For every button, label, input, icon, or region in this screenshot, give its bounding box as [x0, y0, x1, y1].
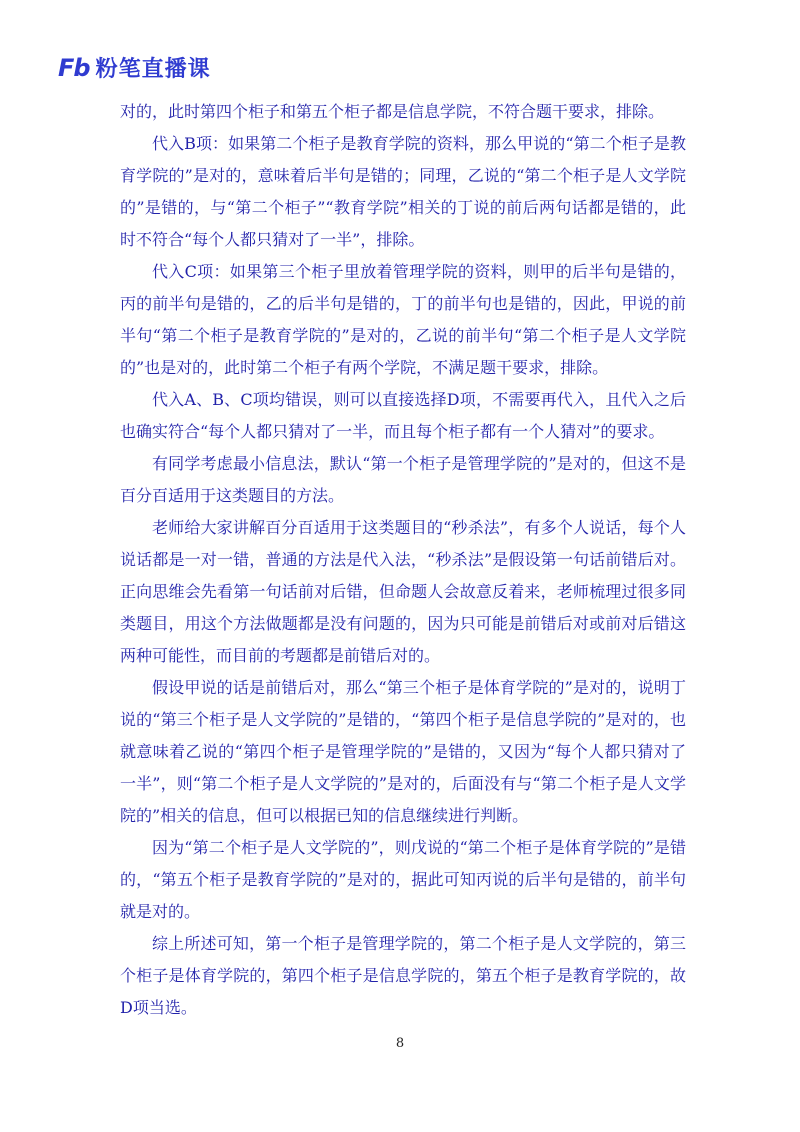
- paragraph: 对的，此时第四个柜子和第五个柜子都是信息学院，不符合题干要求，排除。: [120, 102, 665, 121]
- document-body: [120, 96, 686, 1024]
- paragraph: 老师给大家讲解百分百适用于这类题目的“秒杀法”，有多个人说话，每个人说话都是一对一错，普通的方法是代入法，“秒杀法”是假设第一句话前错后对。正向思维会先看第一句话前对后错，但命题人会故意反着来，老师梳理过很多同类题目，用这个方法做题都是没有问题的，因为只可能是前错后对或前对后错这两种可能性，而目前的考题都是前错后对的。: [120, 518, 686, 665]
- brand-logo: [58, 52, 211, 83]
- logo-text: 粉笔直播课: [95, 57, 211, 82]
- page-number: 8: [395, 1036, 405, 1051]
- paragraph: 代入B项：如果第二个柜子是教育学院的资料，那么甲说的“第二个柜子是教育学院的”是对的，意味着后半句是错的；同理，乙说的“第二个柜子是人文学院的”是错的，与“第二个柜子”“教育学院”相关的丁说的前后两句话都是错的，此时不符合“每个人都只猜对了一半”，排除。: [120, 134, 686, 249]
- paragraph: 因为“第二个柜子是人文学院的”，则戊说的“第二个柜子是体育学院的”是错的，“第五个柜子是教育学院的”是对的，据此可知丙说的后半句是错的，前半句就是对的。: [120, 838, 686, 921]
- paragraph: 有同学考虑最小信息法，默认“第一个柜子是管理学院的”是对的，但这不是百分百适用于这类题目的方法。: [120, 454, 686, 505]
- paragraph: 代入A、B、C项均错误，则可以直接选择D项，不需要再代入，且代入之后也确实符合“每个人都只猜对了一半，而且每个柜子都有一个人猜对”的要求。: [120, 390, 686, 441]
- paragraph: 假设甲说的话是前错后对，那么“第三个柜子是体育学院的”是对的，说明丁说的“第三个柜子是人文学院的”是错的，“第四个柜子是信息学院的”是对的，也就意味着乙说的“第四个柜子是管理学院的”是错的，又因为“每个人都只猜对了一半”，则“第二个柜子是人文学院的”是对的，后面没有与“第二个柜子是人文学院的”相关的信息，但可以根据已知的信息继续进行判断。: [120, 678, 686, 825]
- logo-mark: Fb: [58, 53, 90, 82]
- paragraph: 代入C项：如果第三个柜子里放着管理学院的资料，则甲的后半句是错的，丙的前半句是错的，乙的后半句是错的，丁的前半句也是错的，因此，甲说的前半句“第二个柜子是教育学院的”是对的，乙说的前半句“第二个柜子是人文学院的”也是对的，此时第二个柜子有两个学院，不满足题干要求，排除。: [120, 262, 686, 377]
- paragraph: 综上所述可知，第一个柜子是管理学院的，第二个柜子是人文学院的，第三个柜子是体育学院的，第四个柜子是信息学院的，第五个柜子是教育学院的，故D项当选。: [120, 934, 686, 1017]
